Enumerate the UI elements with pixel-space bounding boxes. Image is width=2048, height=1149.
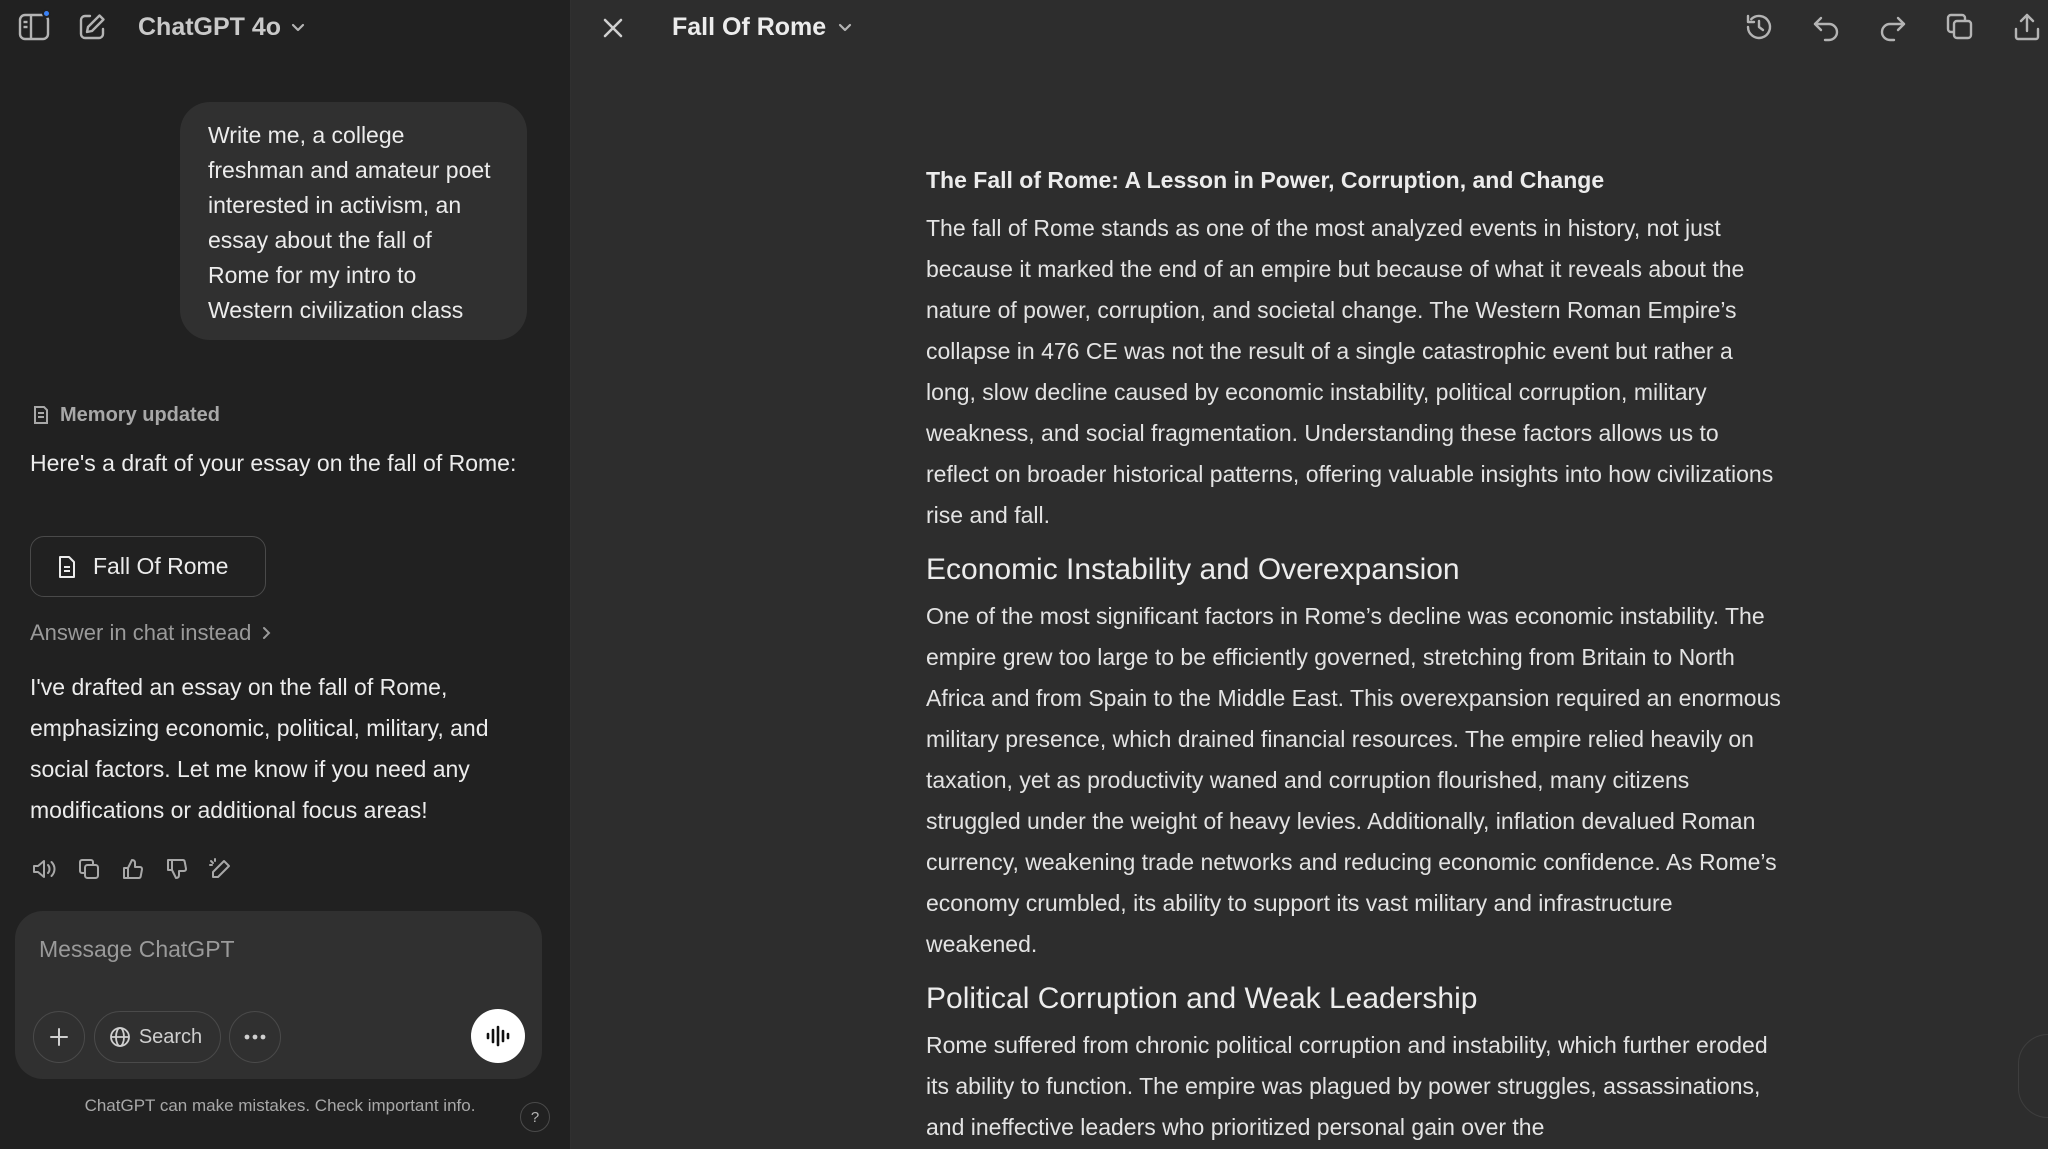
- edit-in-canvas-icon: [209, 858, 233, 880]
- answer-in-chat-label: Answer in chat instead: [30, 620, 252, 645]
- read-aloud-button[interactable]: [30, 854, 60, 884]
- document-paragraph: One of the most significant factors in Rome’s decline was economic instability. The empire grew too large to be efficiently governed, stretching from Britain to North Africa and from Spain to the Middle East. This overexpansion required an enormous military presence, which drained financial resources. The empire relied heavily on taxation, yet as productivity waned and corruption flourished, many citizens struggled under the weight of heavy levies. Additionally, inflation devalued Roman currency, weakening trade networks and reducing economic confidence. As Rome’s economy crumbled, its ability to support its vast military and infrastructure weakened.: [926, 603, 1781, 957]
- edit-in-canvas-button[interactable]: [206, 854, 236, 884]
- new-chat-button[interactable]: [72, 7, 112, 47]
- copy-icon: [1944, 11, 1976, 43]
- section-heading: Political Corruption and Weak Leadership: [926, 982, 1478, 1015]
- compose-icon: [77, 12, 107, 42]
- redo-icon: [1877, 11, 1909, 43]
- canvas-title: Fall Of Rome: [672, 12, 827, 41]
- message-input[interactable]: [39, 929, 509, 969]
- user-message: Write me, a college freshman and amateur poet interested in activism, an essay about the fall of Rome for my intro to Western civilization class: [180, 102, 527, 340]
- speaker-icon: [32, 858, 58, 880]
- disclaimer-text: ChatGPT can make mistakes. Check important info.: [84, 1096, 476, 1115]
- memory-updated-note[interactable]: [32, 400, 220, 430]
- memory-note-label: Memory updated: [60, 403, 221, 426]
- chat-header: [0, 0, 571, 54]
- attach-button[interactable]: [33, 1011, 85, 1063]
- canvas-pane: [571, 0, 2048, 1149]
- doc-chip-label: Fall Of Rome: [93, 553, 229, 579]
- answer-in-chat-link[interactable]: [30, 614, 273, 652]
- chevron-down-icon: [836, 18, 854, 36]
- voice-mode-button[interactable]: [471, 1009, 525, 1063]
- canvas-document[interactable]: [926, 160, 1786, 1148]
- plus-icon: [48, 1026, 70, 1048]
- copy-document-button[interactable]: [1939, 6, 1981, 48]
- search-toggle-button[interactable]: [94, 1011, 221, 1063]
- share-button[interactable]: [2006, 6, 2048, 48]
- close-canvas-button[interactable]: [593, 8, 633, 48]
- canvas-title-selector[interactable]: [672, 9, 854, 45]
- history-icon: [1743, 11, 1775, 43]
- thumbs-down-button[interactable]: [162, 854, 192, 884]
- undo-icon: [1810, 11, 1842, 43]
- chat-pane: [0, 0, 571, 1149]
- voice-mode-icon: [484, 1024, 512, 1048]
- memory-icon: [32, 405, 50, 425]
- copy-message-button[interactable]: [74, 854, 104, 884]
- globe-icon: [109, 1026, 131, 1048]
- more-horizontal-icon: [243, 1033, 267, 1041]
- section-heading: Economic Instability and Overexpansion: [926, 553, 1460, 586]
- document-heading: The Fall of Rome: A Lesson in Power, Corruption, and Change: [926, 167, 1605, 193]
- edit-suggestions-handle[interactable]: [2018, 1034, 2048, 1118]
- model-selector[interactable]: [138, 9, 307, 45]
- thumbs-up-icon: [122, 858, 144, 880]
- message-composer: [15, 911, 542, 1079]
- share-icon: [2011, 11, 2043, 43]
- sidebar-toggle-button[interactable]: [14, 7, 54, 47]
- message-actions: [30, 852, 236, 886]
- thumbs-up-button[interactable]: [118, 854, 148, 884]
- thumbs-down-icon: [166, 858, 188, 880]
- version-history-button[interactable]: [1738, 6, 1780, 48]
- assistant-message: I've drafted an essay on the fall of Rome, emphasizing economic, political, military, and social factors. Let me know if you need any modifications or additional focus areas!: [30, 674, 489, 823]
- canvas-document-chip[interactable]: [30, 536, 266, 597]
- help-button[interactable]: ?: [520, 1102, 550, 1132]
- redo-button[interactable]: [1872, 6, 1914, 48]
- search-label: Search: [138, 1025, 203, 1048]
- canvas-toolbar: [1713, 6, 2048, 48]
- document-paragraph: Rome suffered from chronic political corruption and instability, which further eroded its ability to function. The empire was plagued by power struggles, assassinations, and ineffective leaders who prioritized personal gain over the: [926, 1032, 1768, 1140]
- model-name: ChatGPT 4o: [138, 12, 282, 41]
- canvas-header: [571, 0, 2048, 54]
- chevron-down-icon: [289, 18, 307, 36]
- assistant-intro-text: Here's a draft of your essay on the fall of Rome:: [30, 450, 517, 476]
- more-tools-button[interactable]: [229, 1011, 281, 1063]
- chevron-right-icon: [259, 624, 273, 642]
- notification-dot: [42, 9, 51, 18]
- copy-icon: [78, 858, 100, 880]
- close-icon: [601, 16, 625, 40]
- document-icon: [57, 555, 77, 579]
- document-paragraph: The fall of Rome stands as one of the most analyzed events in history, not just because it marked the end of an empire but because of what it reveals about the nature of power, corruption, and societal change. The Western Roman Empire’s collapse in 476 CE was not the result of a single catastrophic event but rather a long, slow decline caused by economic instability, political corruption, military weakness, and social fragmentation. Understanding these factors allows us to reflect on broader historical patterns, offering valuable insights into how civilizations rise and fall.: [926, 215, 1774, 528]
- undo-button[interactable]: [1805, 6, 1847, 48]
